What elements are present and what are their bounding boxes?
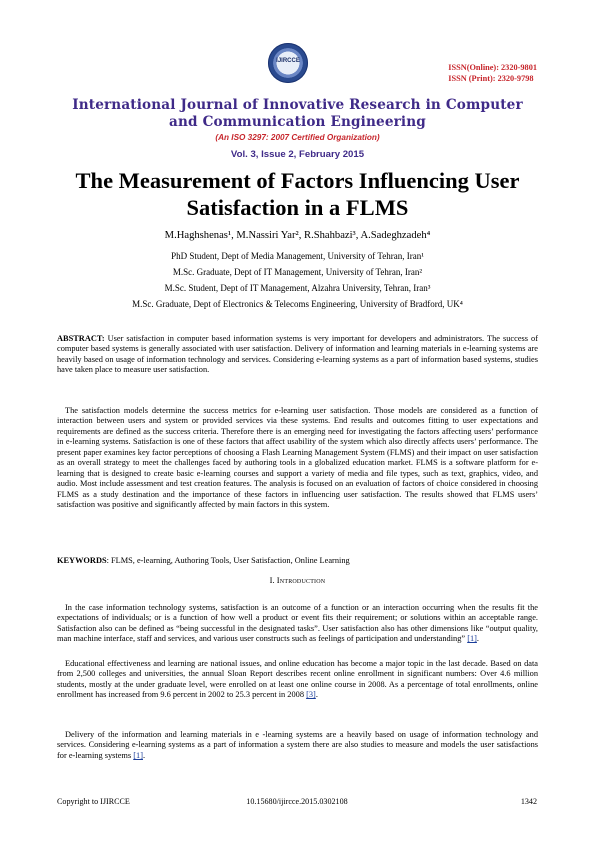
abstract-text-2: The satisfaction models determine the success metrics for e-learning user satisfaction. Those models are considered as a function of interaction between users and system or provided services via these systems. End results and outcomes fitting to user expectations and requirements are defined as the success criteria. Therefore there is an emerging need for investigating the factors affecting users’ performance in e-learning systems. Satisfaction is one of these factors that affect usability of the system which also directly affects users’ performance. The present paper examines key factor perceptions of choosing a Flash Learning Management System (FLMS) and their impact on user satisfaction as an overall strategy to meet the challenges faced by authoring tools in a globalized education market. FLMS is a software platform for e-learning that is designed to create basic e-learning courses and support a variety of media and file types, such as text, graphics, video, and audio. Most include assessment and test creation features. The analysis is focused on an evaluation of factors of choice considered in choosing FLMS as a study destination and the importance of these factors in influencing user satisfaction. The results showed that FLMS users’ satisfaction was positive and significantly affected by main factors in this system. (57, 406, 538, 510)
certification: (An ISO 3297: 2007 Certified Organization) (215, 133, 380, 142)
period: . (315, 690, 318, 700)
affiliation-1: PhD Student, Dept of Media Management, University of Tehran, Iran¹ (171, 251, 424, 261)
intro-text-2: Educational effectiveness and learning are national issues, and online education has become a major topic in the last decade. Based on data from 2,500 colleges and universities, the annual Sloan Report describes recent online enrollment in significant numbers: Over 4.6 million students, mostly at the under graduate level, were enrolled on at least one online course in 2008. As a percentage of total enrollments, online enrollment has increased from 9.6 percent in 2002 to 25.3 percent in 2008 (57, 659, 538, 700)
footer-copyright: Copyright to IJIRCCE (57, 797, 130, 806)
abstract-paragraph-2 (57, 406, 538, 511)
paper-title-line1: The Measurement of Factors Influencing User (75, 168, 520, 193)
authors: M.Haghshenas¹, M.Nassiri Yar², R.Shahbazi³, A.Sadeghzadeh⁴ (164, 230, 431, 241)
issn-block (448, 63, 537, 84)
intro-paragraph-1 (57, 603, 538, 645)
intro-paragraph-3 (57, 730, 538, 761)
journal-title (60, 97, 535, 131)
citation-link-3[interactable]: [3] (306, 690, 316, 700)
citation-link-1[interactable]: [1] (467, 634, 477, 644)
abstract-paragraph-1 (57, 334, 538, 376)
journal-title-line1: International Journal of Innovative Research in Computer (72, 97, 523, 113)
abstract-label: ABSTRACT: (57, 334, 105, 343)
keywords-paragraph (57, 556, 538, 566)
keywords-label: KEYWORDS (57, 556, 107, 565)
affiliation-3: M.Sc. Student, Dept of IT Management, Alzahra University, Tehran, Iran³ (164, 283, 431, 293)
affiliation-4: M.Sc. Graduate, Dept of Electronics & Telecoms Engineering, University of Bradford, UK⁴ (132, 299, 463, 309)
keywords-text: : FLMS, e-learning, Authoring Tools, User Satisfaction, Online Learning (106, 556, 350, 565)
intro-text-1: In the case information technology systems, satisfaction is an outcome of a function or an interaction occurring when the results fit the expectations of individuals; or is a function of how well a product or event fits their requirement; or solutions within an acceptable range. Satisfaction also can be defined as “being successful in the designated tasks”. User satisfaction also has other dimensions like “output quality, man machine interface, staff and services, and various user constructs such as feelings of participation and understanding” (57, 603, 538, 644)
citation-link-1b[interactable]: [1] (133, 750, 143, 760)
intro-paragraph-2 (57, 659, 538, 701)
issn-print: ISSN (Print): 2320-9798 (448, 73, 534, 83)
paper-title-line2: Satisfaction in a FLMS (186, 195, 409, 220)
paper-title (40, 167, 555, 221)
journal-logo (268, 43, 308, 83)
period: . (142, 750, 146, 760)
period: . (476, 634, 480, 644)
section-number: I. (269, 575, 275, 585)
footer-doi: 10.15680/ijircce.2015.0302108 (246, 797, 348, 806)
issn-online: ISSN(Online): 2320-9801 (448, 63, 537, 72)
volume-issue: Vol. 3, Issue 2, February 2015 (230, 149, 365, 160)
intro-text-3: Delivery of the information and learning materials in e -learning systems are a heavily based on usage of information technology and services. Considering e-learning systems as a part of information a system there are also studies to measure and models the user satisfactions for e-learning systems (57, 730, 538, 760)
logo-text: IJIRCCE (276, 58, 300, 64)
affiliation-2: M.Sc. Graduate, Dept of IT Management, University of Tehran, Iran² (172, 267, 423, 277)
section-heading (0, 575, 595, 585)
section-title: Introduction (276, 575, 326, 585)
footer-page-number: 1342 (520, 797, 537, 806)
abstract-text-1: User satisfaction in computer based information systems is very important for developers and administrators. The success of computer based systems is generally associated with user satisfaction. Delivery of information and learning materials in e-learning systems are heavily based on usage of information technology and services. Considering e-learning systems as a part of information based systems, studies have taken place to measure user satisfaction. (57, 334, 538, 375)
journal-title-line2: and Communication Engineering (169, 114, 426, 130)
